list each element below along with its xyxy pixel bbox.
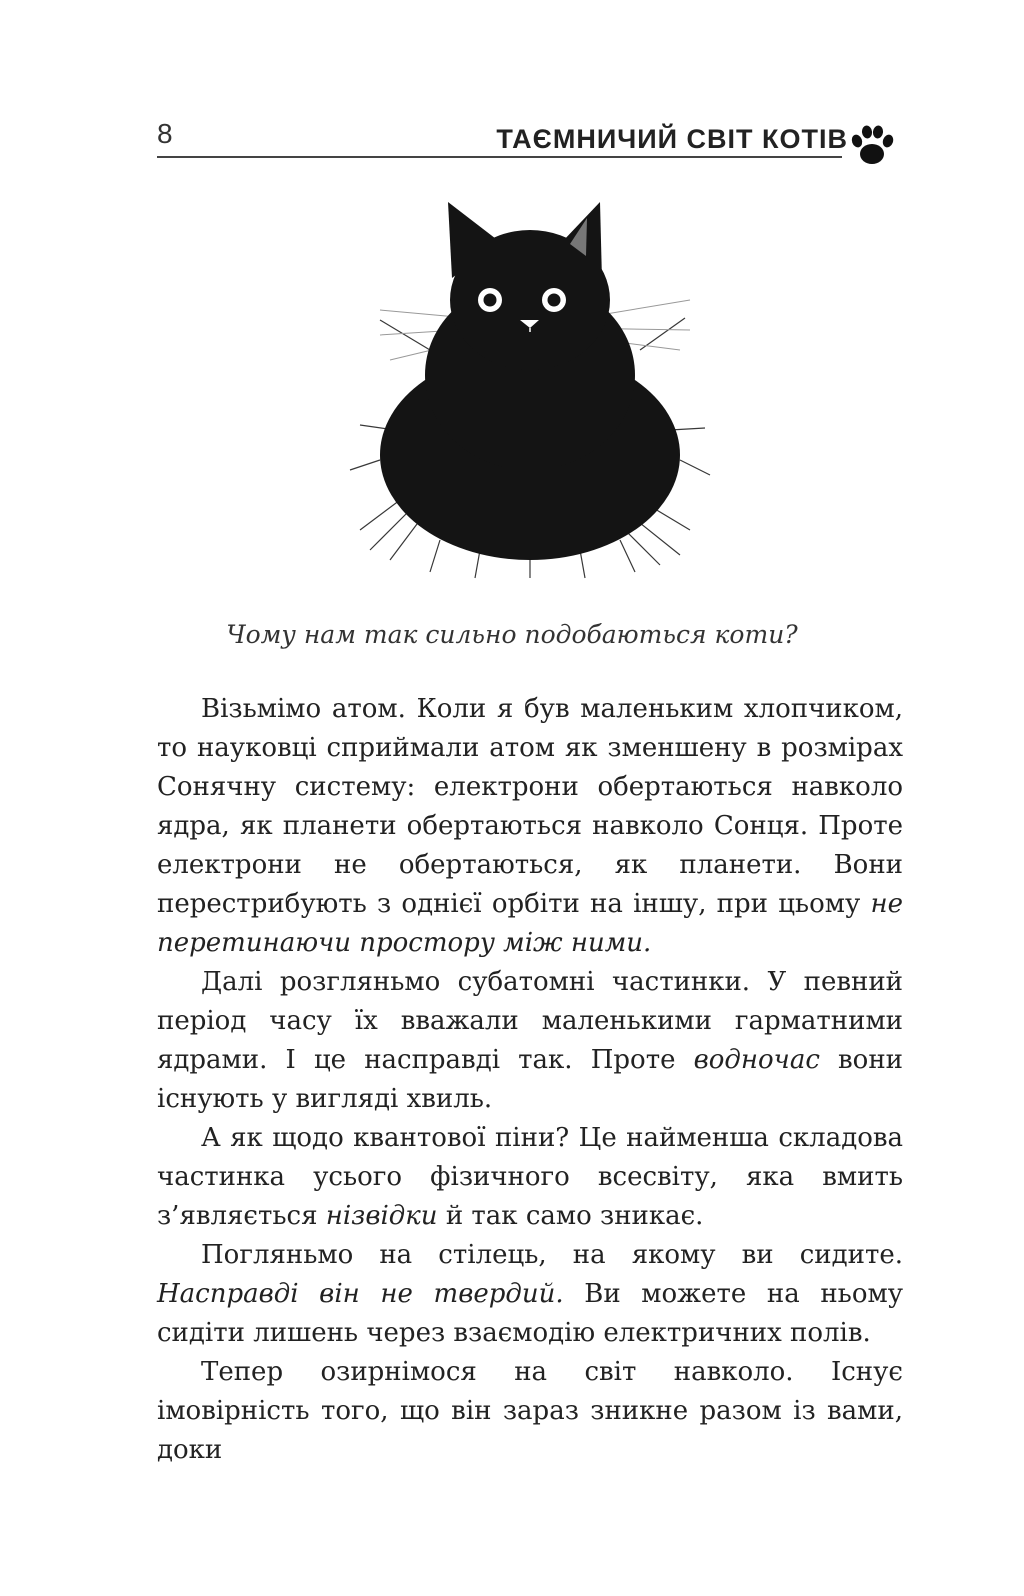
paragraph-4: Погляньмо на стілець, на якому ви сидите. Насправді він не твердий. Ви можете на ньому сидіти лишень через взаємодію електричних полів. bbox=[157, 1240, 904, 1348]
paragraph-2: Далі розгляньмо субатомні частинки. У певний період часу їх вважали маленькими гарматними ядрами. І це насправді так. Проте водночас вони існують у вигляді хвиль. bbox=[157, 967, 903, 1114]
running-title: ТАЄМНИЧИЙ СВІТ КОТІВ bbox=[496, 124, 848, 154]
paragraph-3: А як щодо квантової піни? Це найменша складова частинка усього фізичного всесвіту, яка вмить з’являється нізвідки й так само зникає. bbox=[157, 1123, 903, 1231]
paw-print-icon bbox=[848, 124, 896, 168]
cat-illustration bbox=[340, 200, 720, 580]
paragraph-5: Тепер озирнімося на світ навколо. Існує імовірність того, що він зараз зникне разом із вами, доки bbox=[157, 1357, 903, 1465]
page-number: 8 bbox=[157, 118, 173, 149]
paragraph-1: Візьмімо атом. Коли я був маленьким хлопчиком, то науковці сприймали атом як зменшену в розмірах Сонячну систему: електрони обертаються навколо ядра, як планети обертаються навколо Сонця. Проте електрони не обертаються, як планети. Вони перестрибують з однієї орбіти на іншу, при цьому не перетинаючи простору між ними. bbox=[157, 694, 903, 958]
header-rule bbox=[157, 156, 842, 158]
figure-caption: Чому нам так сильно подобаються коти? bbox=[226, 620, 798, 649]
body-text bbox=[157, 690, 903, 1470]
